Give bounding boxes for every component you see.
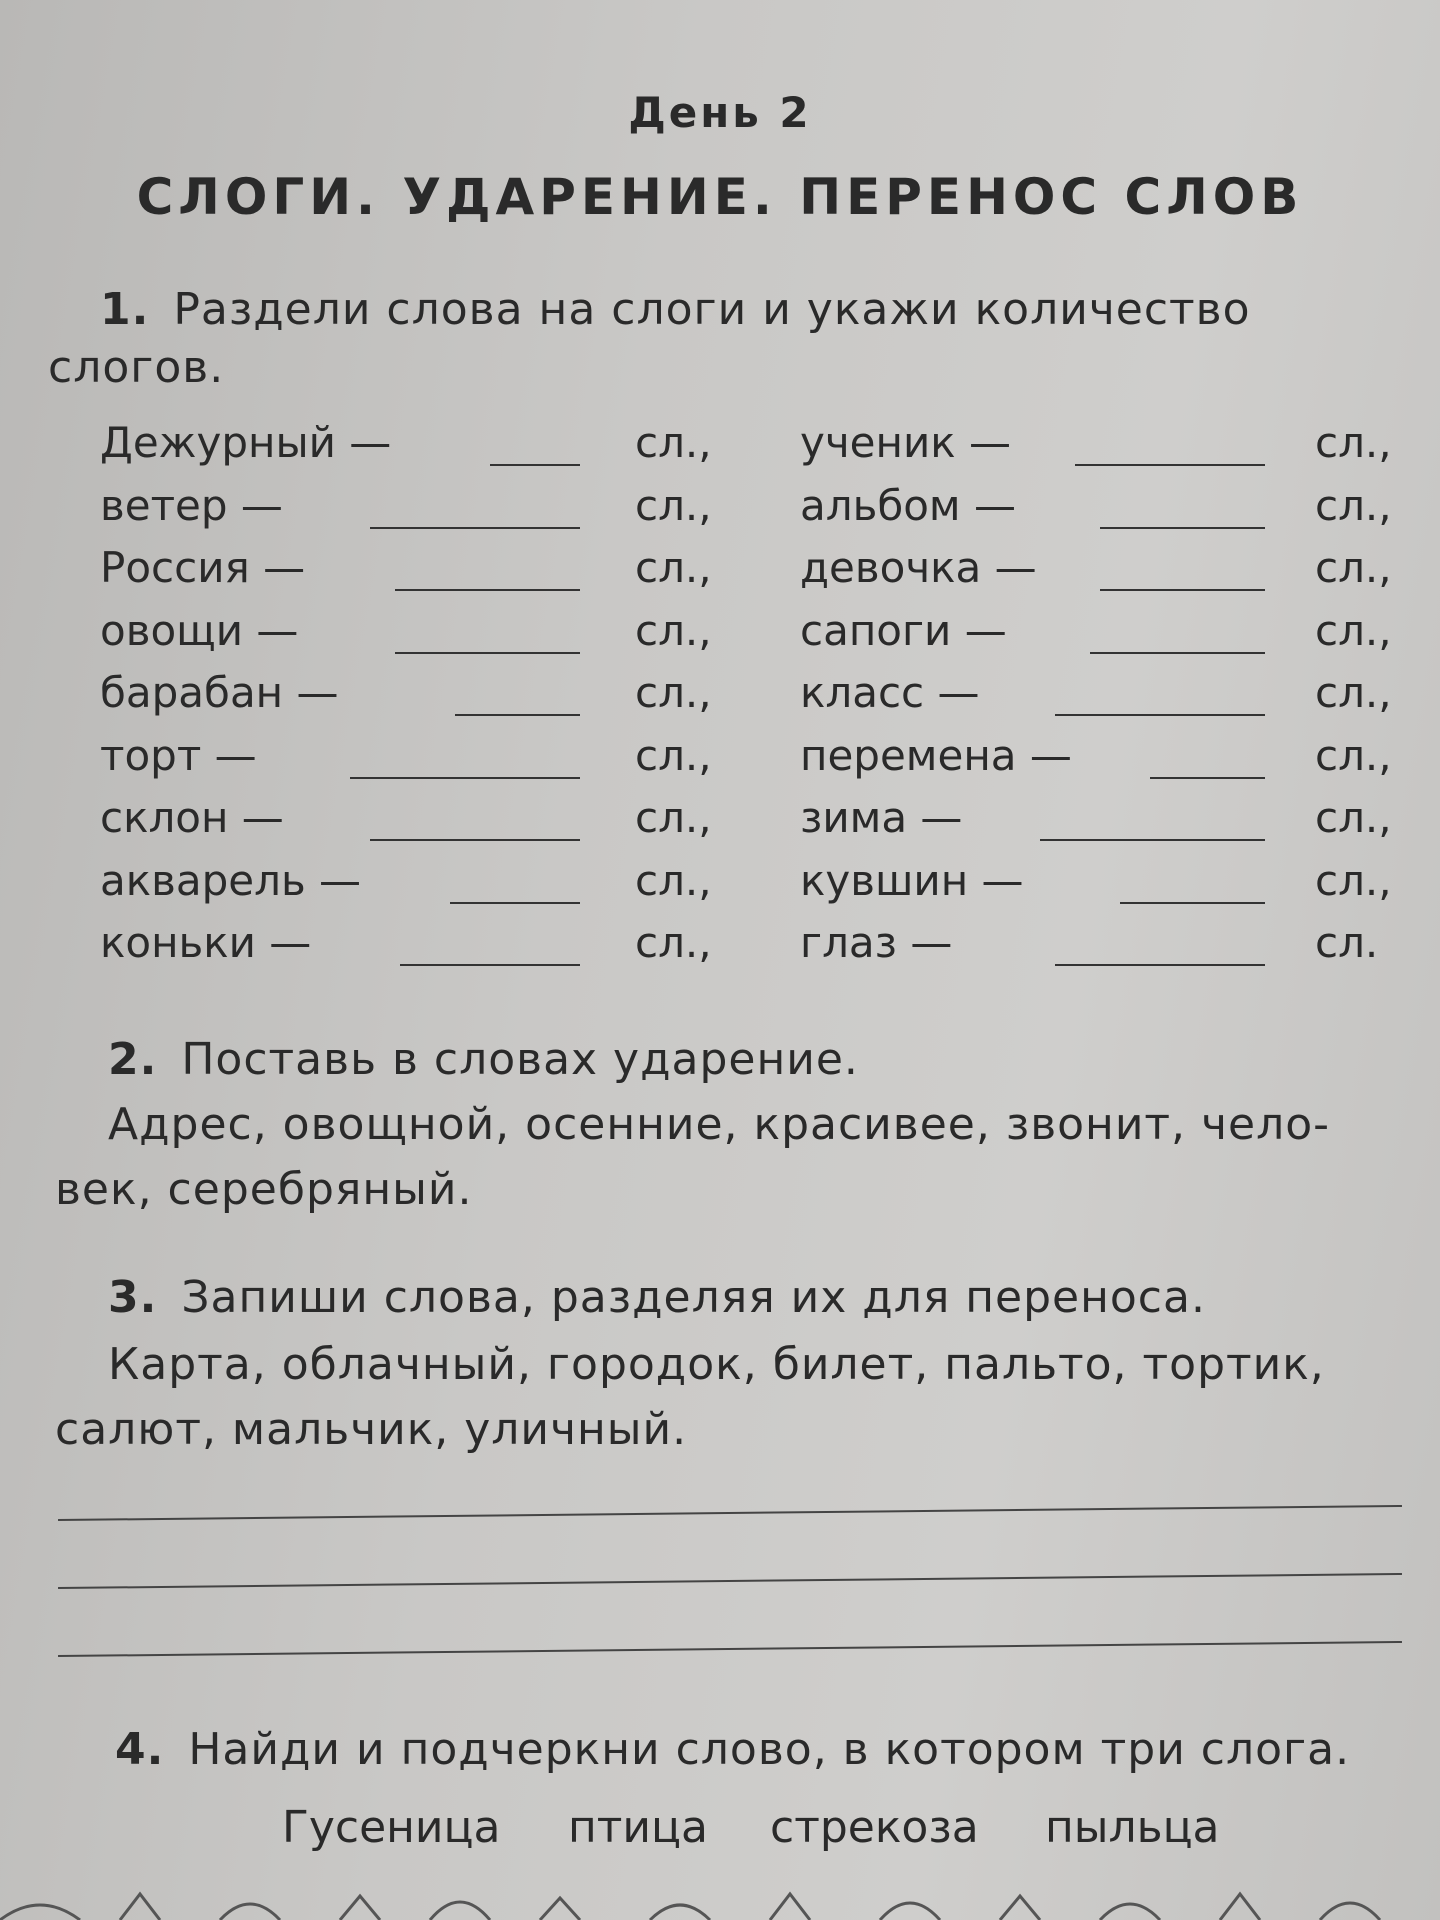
syllable-unit: сл., <box>1315 543 1392 592</box>
answer-blank[interactable] <box>450 902 580 904</box>
right-word: класс — <box>800 668 980 717</box>
task1-text: Раздели слова на слоги и укажи количество <box>173 284 1251 335</box>
left-word: коньки — <box>100 918 312 967</box>
right-word: глаз — <box>800 918 953 967</box>
answer-blank[interactable] <box>490 464 580 466</box>
answer-blank[interactable] <box>395 652 580 654</box>
right-word: перемена — <box>800 730 1072 780</box>
task3-text: Запиши слова, разделяя их для переноса. <box>181 1272 1206 1323</box>
answer-blank[interactable] <box>1150 777 1265 779</box>
task4-text: Найди и подчеркни слово, в котором три слога. <box>188 1724 1351 1775</box>
answer-blank[interactable] <box>1120 902 1265 904</box>
task1-text-line2: слогов. <box>48 342 225 393</box>
syllable-unit: сл., <box>635 855 712 905</box>
day-heading: День 2 <box>628 88 812 137</box>
syllable-unit: сл., <box>635 730 712 780</box>
task1-row <box>100 668 1400 731</box>
syllable-unit: сл., <box>1315 605 1392 655</box>
page-title: СЛОГИ. УДАРЕНИЕ. ПЕРЕНОС СЛОВ <box>136 168 1304 226</box>
answer-blank[interactable] <box>1075 464 1265 466</box>
task1-row <box>100 606 1400 669</box>
task4-word[interactable]: пыльца <box>1045 1802 1220 1853</box>
left-word: барабан — <box>100 668 339 717</box>
answer-blank[interactable] <box>1100 527 1265 529</box>
syllable-unit: сл., <box>635 480 712 530</box>
task4-word[interactable]: Гусеница <box>282 1802 501 1853</box>
left-word: Дежурный — <box>100 418 392 467</box>
task4-word[interactable]: птица <box>568 1802 708 1853</box>
writing-line[interactable] <box>58 1505 1402 1521</box>
answer-blank[interactable] <box>1090 652 1265 654</box>
task1-row <box>100 856 1400 919</box>
right-word: зима — <box>800 793 963 842</box>
task4-word[interactable]: стрекоза <box>770 1802 979 1853</box>
left-word: акварель — <box>100 855 362 905</box>
task1-row <box>100 543 1400 606</box>
syllable-unit: сл., <box>635 418 712 467</box>
answer-blank[interactable] <box>370 839 580 841</box>
task3-words-line2: салют, мальчик, уличный. <box>55 1404 688 1455</box>
answer-blank[interactable] <box>1100 589 1265 591</box>
answer-blank[interactable] <box>350 777 580 779</box>
answer-blank[interactable] <box>400 964 580 966</box>
writing-line[interactable] <box>58 1573 1402 1589</box>
task2-words-line1: Адрес, овощной, осенние, красивее, звонит, чело- <box>108 1099 1331 1150</box>
syllable-unit: сл., <box>635 668 712 717</box>
right-word: сапоги — <box>800 605 1007 655</box>
left-word: овощи — <box>100 605 299 655</box>
syllable-unit: сл., <box>635 543 712 592</box>
task2-heading <box>108 1030 859 1090</box>
decorative-border <box>0 1884 1440 1920</box>
answer-blank[interactable] <box>1055 964 1265 966</box>
task1-row <box>100 481 1400 544</box>
task1-row <box>100 418 1400 481</box>
left-word: Россия — <box>100 543 306 592</box>
task1-word-grid <box>100 418 1400 981</box>
task1-number: 1. <box>100 284 150 335</box>
left-word: склон — <box>100 793 284 842</box>
task1-row <box>100 793 1400 856</box>
task3-number: 3. <box>108 1272 158 1323</box>
answer-blank[interactable] <box>1040 839 1265 841</box>
task3-heading <box>108 1268 1206 1328</box>
task2-words-line2: век, серебряный. <box>55 1164 473 1215</box>
task1-row <box>100 918 1400 981</box>
task1-row <box>100 731 1400 794</box>
answer-blank[interactable] <box>395 589 580 591</box>
left-word: торт — <box>100 730 257 780</box>
task2-number: 2. <box>108 1034 158 1085</box>
answer-blank[interactable] <box>370 527 580 529</box>
answer-blank[interactable] <box>1055 714 1265 716</box>
right-word: кувшин — <box>800 855 1024 905</box>
task2-text: Поставь в словах ударение. <box>181 1034 859 1085</box>
syllable-unit: сл., <box>1315 730 1392 780</box>
syllable-unit: сл., <box>1315 793 1392 842</box>
syllable-unit: сл., <box>1315 668 1392 717</box>
answer-blank[interactable] <box>455 714 580 716</box>
syllable-unit: сл., <box>1315 480 1392 530</box>
task3-words-line1: Карта, облачный, городок, билет, пальто, тортик, <box>108 1339 1325 1390</box>
task4-number: 4. <box>115 1724 165 1775</box>
task1-heading <box>100 280 1251 340</box>
syllable-unit: сл., <box>635 918 712 967</box>
syllable-unit: сл., <box>635 605 712 655</box>
syllable-unit: сл. <box>1315 918 1379 967</box>
syllable-unit: сл., <box>1315 855 1392 905</box>
syllable-unit: сл., <box>635 793 712 842</box>
right-word: девочка — <box>800 543 1037 592</box>
task4-heading <box>115 1720 1350 1780</box>
writing-line[interactable] <box>58 1641 1402 1657</box>
left-word: ветер — <box>100 480 283 530</box>
right-word: ученик — <box>800 418 1011 467</box>
right-word: альбом — <box>800 480 1016 530</box>
syllable-unit: сл., <box>1315 418 1392 467</box>
